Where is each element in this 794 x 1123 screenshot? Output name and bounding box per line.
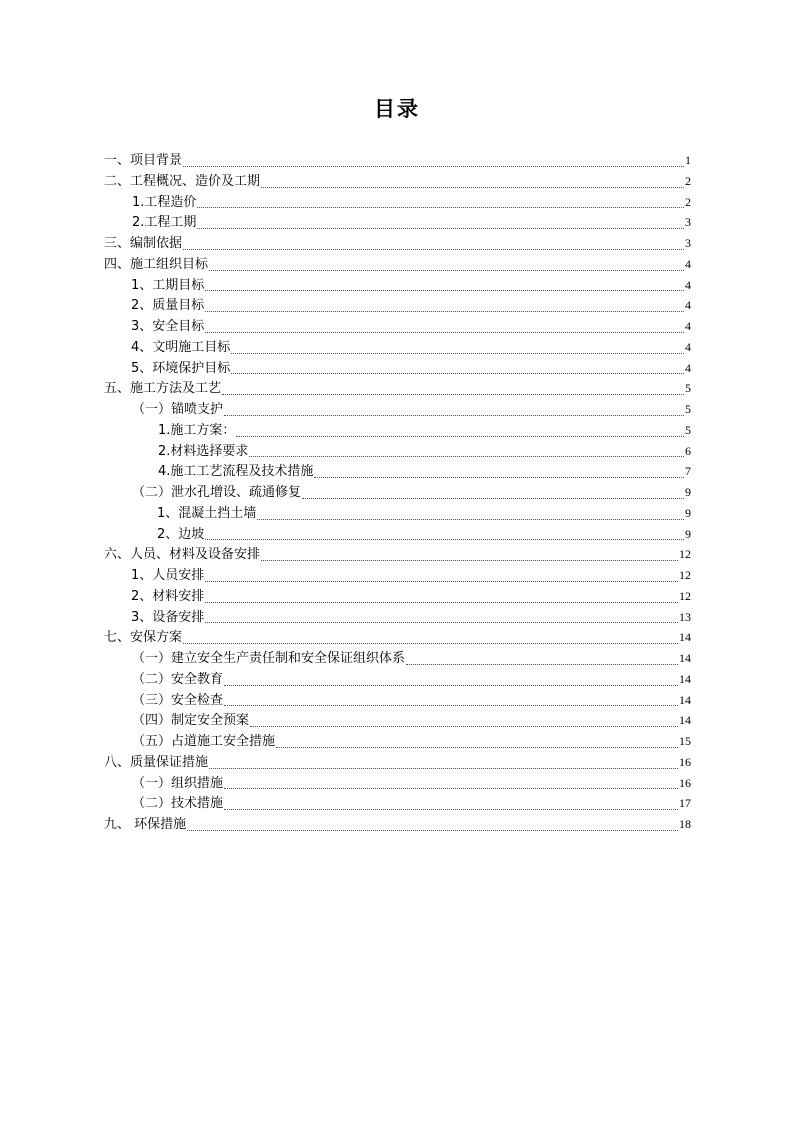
toc-entry-label: （四）制定安全预案 bbox=[132, 713, 250, 729]
dot-leader bbox=[183, 642, 678, 644]
toc-entry-page: 18 bbox=[679, 817, 691, 831]
toc-entry[interactable] bbox=[104, 773, 691, 794]
toc-entry-page: 9 bbox=[685, 485, 691, 499]
toc-entry-label: 3、设备安排 bbox=[131, 609, 205, 625]
toc-entry-page: 4 bbox=[685, 298, 691, 313]
dot-leader bbox=[197, 227, 684, 229]
dot-leader bbox=[209, 269, 684, 271]
toc-entry[interactable] bbox=[104, 150, 691, 171]
toc-entry-label: 1.工程造价 bbox=[132, 194, 197, 210]
toc-entry[interactable] bbox=[104, 358, 691, 379]
toc-entry-label: 三、编制依据 bbox=[104, 236, 183, 251]
toc-entry[interactable] bbox=[104, 710, 691, 731]
toc-entry-page: 14 bbox=[679, 713, 691, 728]
toc-entry-label: 1.施工方案： bbox=[158, 422, 236, 438]
toc-entry-label: 四、施工组织目标 bbox=[104, 256, 209, 272]
toc-entry[interactable] bbox=[104, 565, 691, 586]
toc-entry[interactable] bbox=[104, 752, 691, 773]
toc-entry[interactable] bbox=[104, 793, 691, 814]
toc-entry-label: 5、环境保护目标 bbox=[131, 360, 231, 376]
dot-leader bbox=[249, 455, 684, 457]
toc-entry[interactable] bbox=[104, 648, 691, 669]
toc-entry[interactable] bbox=[104, 814, 691, 835]
toc-entry-label: 2.材料选择要求 bbox=[158, 443, 249, 459]
toc-entry-label: 2、材料安排 bbox=[131, 588, 205, 604]
toc-entry-page: 3 bbox=[685, 215, 691, 230]
toc-entry[interactable] bbox=[104, 482, 691, 503]
table-of-contents bbox=[104, 150, 691, 835]
toc-entry[interactable] bbox=[104, 378, 691, 399]
toc-entry[interactable] bbox=[104, 503, 691, 524]
dot-leader bbox=[231, 372, 684, 374]
dot-leader bbox=[261, 186, 684, 188]
toc-entry-label: （二）泄水孔增设、疏通修复 bbox=[132, 485, 302, 500]
toc-entry-page: 5 bbox=[685, 381, 691, 396]
dot-leader bbox=[314, 476, 684, 478]
toc-title: 目录 bbox=[374, 97, 420, 121]
toc-entry-label: 1、工期目标 bbox=[131, 277, 205, 293]
toc-entry[interactable] bbox=[104, 254, 691, 275]
toc-entry[interactable] bbox=[104, 275, 691, 296]
toc-entry-label: 2、质量目标 bbox=[131, 298, 205, 314]
toc-entry-page: 2 bbox=[685, 194, 691, 209]
toc-entry-page: 4 bbox=[685, 339, 691, 354]
toc-entry[interactable] bbox=[104, 212, 691, 233]
toc-entry[interactable] bbox=[104, 731, 691, 752]
dot-leader bbox=[276, 746, 678, 748]
toc-entry-page: 1 bbox=[685, 153, 691, 167]
toc-entry-label: 二、工程概况、造价及工期 bbox=[104, 173, 261, 189]
dot-leader bbox=[187, 829, 678, 831]
toc-entry-label: （一）组织措施 bbox=[132, 775, 224, 791]
dot-leader bbox=[209, 767, 678, 769]
toc-entry-page: 12 bbox=[679, 568, 691, 582]
toc-entry-page: 7 bbox=[685, 464, 691, 479]
toc-entry[interactable] bbox=[104, 337, 691, 358]
toc-entry-label: 2.工程工期 bbox=[132, 215, 197, 231]
toc-entry-label: （一）建立安全生产责任制和安全保证组织体系 bbox=[132, 651, 406, 666]
dot-leader bbox=[183, 248, 684, 250]
toc-entry-label: （五）占道施工安全措施 bbox=[132, 734, 276, 749]
dot-leader bbox=[257, 518, 684, 520]
toc-entry[interactable] bbox=[104, 544, 691, 565]
toc-entry[interactable] bbox=[104, 192, 691, 213]
toc-entry[interactable] bbox=[104, 524, 691, 545]
dot-leader bbox=[224, 684, 678, 686]
toc-entry-page: 5 bbox=[685, 422, 691, 437]
dot-leader bbox=[222, 393, 684, 395]
dot-leader bbox=[183, 165, 684, 167]
dot-leader bbox=[224, 414, 684, 416]
toc-entry[interactable] bbox=[104, 586, 691, 607]
toc-entry-page: 16 bbox=[679, 775, 691, 790]
toc-entry-page: 13 bbox=[679, 609, 691, 624]
dot-leader bbox=[261, 559, 678, 561]
toc-entry-page: 3 bbox=[685, 236, 691, 250]
dot-leader bbox=[205, 289, 684, 291]
toc-entry-page: 9 bbox=[685, 526, 691, 541]
toc-entry-label: 1、混凝土挡土墙 bbox=[157, 505, 257, 521]
dot-leader bbox=[406, 663, 678, 665]
dot-leader bbox=[205, 310, 684, 312]
toc-entry-page: 12 bbox=[679, 547, 691, 562]
toc-entry-page: 16 bbox=[679, 754, 691, 769]
dot-leader bbox=[205, 621, 678, 623]
toc-entry-page: 12 bbox=[679, 588, 691, 603]
dot-leader bbox=[205, 331, 684, 333]
toc-entry-label: 九、 环保措施 bbox=[104, 817, 187, 832]
toc-entry[interactable] bbox=[104, 627, 691, 648]
toc-entry[interactable] bbox=[104, 441, 691, 462]
dot-leader bbox=[205, 601, 678, 603]
toc-entry-page: 4 bbox=[685, 256, 691, 271]
toc-entry-page: 2 bbox=[685, 173, 691, 188]
toc-entry-page: 4 bbox=[685, 319, 691, 333]
toc-entry[interactable] bbox=[104, 420, 691, 441]
toc-entry-page: 6 bbox=[685, 443, 691, 458]
toc-entry-page: 15 bbox=[679, 734, 691, 748]
toc-entry-label: （三）安全检查 bbox=[132, 692, 224, 708]
dot-leader bbox=[302, 497, 684, 499]
toc-entry-label: 4、文明施工目标 bbox=[131, 339, 231, 355]
toc-entry-page: 14 bbox=[679, 671, 691, 686]
toc-entry[interactable] bbox=[104, 461, 691, 482]
toc-entry-label: （二）技术措施 bbox=[132, 796, 224, 812]
toc-entry-page: 9 bbox=[685, 505, 691, 520]
toc-entry-page: 14 bbox=[679, 651, 691, 665]
toc-entry-page: 14 bbox=[679, 630, 691, 645]
toc-entry[interactable] bbox=[104, 171, 691, 192]
toc-entry[interactable] bbox=[104, 607, 691, 628]
dot-leader bbox=[224, 787, 678, 789]
toc-entry-label: 七、安保方案 bbox=[104, 630, 183, 646]
toc-entry-page: 17 bbox=[679, 796, 691, 811]
toc-entry-page: 4 bbox=[685, 360, 691, 375]
toc-entry-page: 14 bbox=[679, 692, 691, 707]
toc-entry-label: 五、施工方法及工艺 bbox=[104, 381, 222, 397]
toc-entry-label: 1、人员安排 bbox=[131, 568, 205, 583]
dot-leader bbox=[250, 725, 678, 727]
toc-entry-label: （一）锚喷支护 bbox=[132, 402, 224, 417]
dot-leader bbox=[205, 580, 678, 582]
toc-entry-page: 5 bbox=[685, 402, 691, 416]
toc-entry-label: 八、质量保证措施 bbox=[104, 754, 209, 770]
dot-leader bbox=[224, 704, 678, 706]
toc-entry-label: 六、人员、材料及设备安排 bbox=[104, 547, 261, 563]
toc-entry-label: 3、安全目标 bbox=[131, 319, 205, 334]
toc-entry-label: 一、项目背景 bbox=[104, 153, 183, 168]
toc-entry[interactable] bbox=[104, 669, 691, 690]
toc-entry-label: 2、边坡 bbox=[157, 526, 205, 542]
dot-leader bbox=[224, 808, 678, 810]
dot-leader bbox=[236, 435, 684, 437]
toc-entry[interactable] bbox=[104, 399, 691, 420]
toc-entry[interactable] bbox=[104, 316, 691, 337]
dot-leader bbox=[231, 352, 684, 354]
toc-entry-label: 4.施工工艺流程及技术措施 bbox=[158, 464, 314, 480]
toc-entry[interactable] bbox=[104, 295, 691, 316]
dot-leader bbox=[197, 206, 684, 208]
dot-leader bbox=[205, 538, 684, 540]
toc-entry-page: 4 bbox=[685, 277, 691, 292]
toc-entry[interactable] bbox=[104, 690, 691, 711]
toc-entry-label: （二）安全教育 bbox=[132, 671, 224, 687]
toc-entry[interactable] bbox=[104, 233, 691, 254]
